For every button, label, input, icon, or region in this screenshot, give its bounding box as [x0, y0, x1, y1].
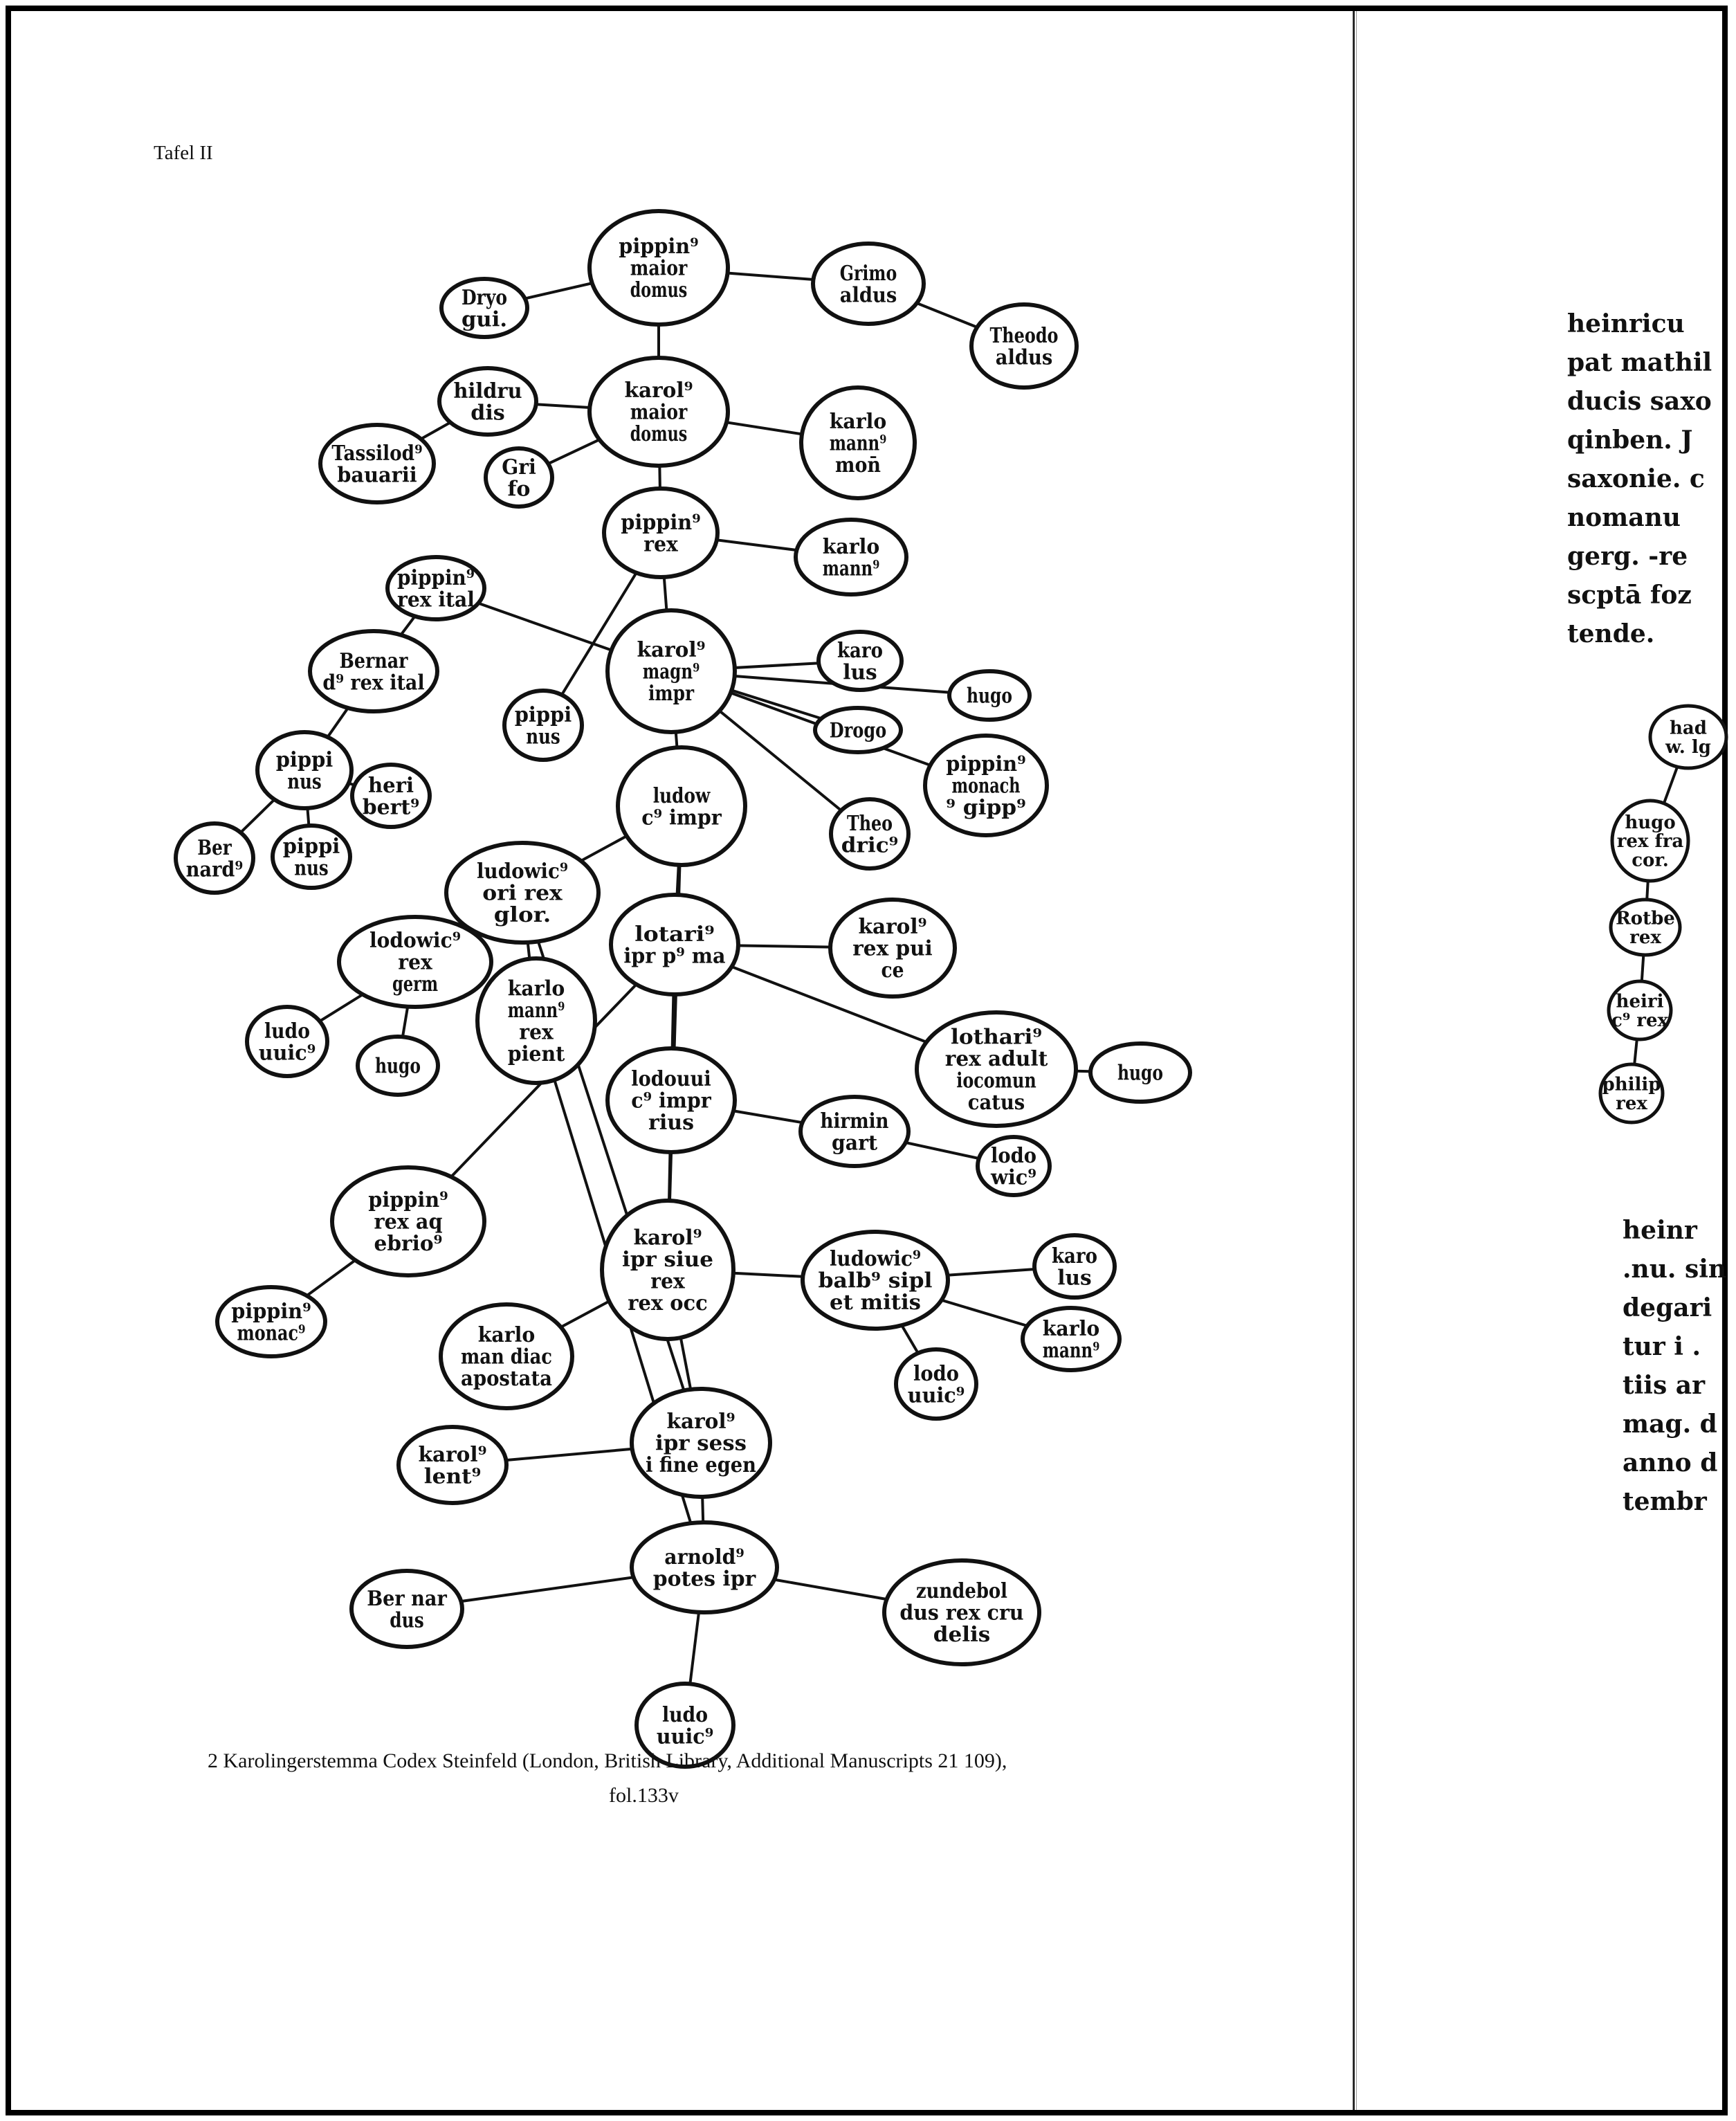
node-label: had [1670, 718, 1707, 739]
stemma-node-ludowicus-imp [618, 747, 745, 865]
node-label: wic⁹ [990, 1165, 1036, 1190]
stemma-node-karlomann-monach [801, 388, 915, 498]
node-label: monac⁹ [237, 1321, 306, 1346]
node-label: ludow [652, 783, 711, 808]
node-label: rex [519, 1020, 554, 1045]
node-label: ce [881, 958, 904, 983]
node-label: lodo [991, 1143, 1036, 1168]
node-label: karlo [1042, 1316, 1100, 1341]
stemma-node-ludowicus-germ [446, 843, 599, 943]
stemma-node-pippinus-4 [273, 826, 350, 888]
node-label: rex ital [397, 588, 475, 612]
node-label: heiri [1616, 991, 1664, 1012]
stemma-node-bernardus-2 [176, 823, 253, 893]
node-label: hugo [375, 1054, 421, 1079]
stemma-node-tassilo [320, 425, 434, 502]
stemma-node-lodowicus-rex-germ [339, 917, 491, 1007]
node-label: catus [967, 1090, 1025, 1115]
node-label: karo [837, 638, 883, 663]
stemma-node-heribertus [352, 765, 430, 827]
adjacent-node-hugo-rex [1612, 801, 1688, 881]
node-label: nus [287, 770, 322, 794]
node-label: nard⁹ [185, 857, 244, 882]
node-label: uuic⁹ [907, 1383, 965, 1408]
stemma-node-lotharius-rex [917, 1012, 1076, 1126]
node-label: ludowic⁹ [830, 1247, 921, 1271]
node-label: lus [843, 660, 877, 685]
node-label: hugo [967, 684, 1012, 709]
node-label: karol⁹ [637, 638, 706, 662]
node-label: bert⁹ [362, 795, 420, 820]
stemma-node-drogo-2 [815, 708, 901, 752]
manuscript-line: heinr [1623, 1216, 1697, 1245]
node-label: ⁹ gipp⁹ [946, 796, 1026, 820]
node-label: rex adult [944, 1046, 1048, 1071]
node-label: pippi [275, 747, 334, 772]
node-label: mann⁹ [507, 998, 565, 1023]
node-label: delis [933, 1623, 991, 1647]
stemma-node-hugo-1 [949, 671, 1030, 720]
stemma-node-hugo-3 [358, 1037, 438, 1095]
caption-line-1: 2 Karolingerstemma Codex Steinfeld (London, British Library, Additional Manuscripts 21 109), [208, 1749, 1007, 1772]
adjacent-text-block-2 [1623, 1216, 1726, 1516]
node-label: potes ipr [652, 1567, 757, 1592]
node-label: karol⁹ [633, 1226, 702, 1250]
adjacent-node-hadu [1650, 706, 1726, 768]
node-label: rex [643, 532, 679, 557]
adjacent-node-philipp [1600, 1064, 1663, 1122]
node-label: domus [630, 278, 688, 302]
node-label: ludowic⁹ [477, 859, 568, 884]
node-label: pippin⁹ [397, 565, 475, 590]
stemma-node-lotharius [611, 895, 738, 994]
caption-line-2: fol.133v [609, 1784, 679, 1807]
stemma-node-lodowicus-4 [978, 1137, 1050, 1195]
node-label: c⁹ impr [631, 1089, 712, 1113]
manuscript-line: pat mathil [1567, 348, 1712, 377]
stemma-node-karolus-rex-prov [830, 900, 955, 996]
manuscript-line: gerg. -re [1567, 542, 1688, 571]
stemma-node-karlomann-1 [796, 520, 906, 594]
node-label: pippin⁹ [368, 1188, 448, 1212]
manuscript-line: tende. [1567, 619, 1655, 648]
node-label: uuic⁹ [656, 1724, 714, 1749]
node-label: pient [507, 1041, 565, 1066]
node-label: lodo [913, 1361, 959, 1386]
stemma-node-karolus-2 [819, 632, 902, 690]
node-label: ori rex [482, 881, 563, 906]
node-label: rius [648, 1111, 694, 1135]
manuscript-line: tembr [1623, 1487, 1707, 1516]
stemma-node-pippin-maior [590, 211, 728, 325]
node-label: i fine egen [646, 1453, 757, 1477]
node-label: maior [630, 400, 688, 425]
node-label: w. lg [1665, 736, 1711, 758]
stemma-node-zwentibold [884, 1560, 1039, 1664]
node-label: lent⁹ [423, 1464, 482, 1489]
node-label: pippi [514, 702, 572, 727]
stemma-node-lodowicus-6 [896, 1349, 976, 1419]
node-label: gui. [462, 307, 507, 332]
manuscript-line: tiis ar [1623, 1371, 1706, 1400]
node-label: ludo [264, 1019, 310, 1044]
node-label: glor. [493, 903, 551, 927]
node-label: c⁹ rex [1611, 1010, 1669, 1031]
node-label: karol⁹ [624, 379, 693, 403]
stemma-node-hirmingart [801, 1097, 908, 1166]
node-label: Grimo [839, 261, 897, 286]
node-label: d⁹ rex ital [322, 671, 425, 695]
stemma-node-hildrudis [439, 368, 536, 435]
stemma-node-pippin-rex-aq [332, 1167, 484, 1275]
node-label: lus [1057, 1266, 1092, 1291]
node-label: Tassilod⁹ [331, 441, 423, 466]
node-label: pippin⁹ [946, 752, 1026, 776]
node-label: Drogo [829, 718, 887, 743]
node-label: ipr sess [655, 1431, 747, 1456]
node-label: mann⁹ [822, 556, 880, 581]
node-label: maior [630, 256, 688, 281]
node-label: ipr p⁹ ma [623, 944, 726, 969]
node-label: monach [951, 774, 1021, 799]
node-label: philip [1602, 1074, 1661, 1095]
node-label: cor. [1632, 850, 1669, 871]
node-label: germ [392, 972, 439, 996]
node-label: hugo [1625, 812, 1676, 833]
node-label: lodowic⁹ [369, 929, 461, 953]
node-label: et mitis [830, 1291, 921, 1315]
node-label: Theodo [989, 323, 1059, 348]
node-label: gart [832, 1131, 878, 1156]
node-label: uuic⁹ [258, 1041, 316, 1066]
stemma-node-bernardus-3 [351, 1571, 462, 1647]
stemma-node-karolus-maior [590, 358, 728, 466]
manuscript-line: degari [1623, 1293, 1712, 1322]
node-label: lodouui [631, 1067, 711, 1091]
stemma-node-grifo [486, 448, 552, 507]
node-label: magn⁹ [642, 659, 700, 684]
manuscript-line: nomanu [1567, 503, 1681, 532]
manuscript-line: qinben. J [1567, 426, 1693, 455]
node-label: apostata [461, 1367, 552, 1391]
node-label: dis [470, 401, 505, 426]
node-label: karol⁹ [418, 1442, 487, 1467]
stemma-node-karlomann-rex [477, 958, 595, 1083]
stemma-node-theodricus [831, 799, 908, 868]
node-label: karlo [822, 534, 880, 559]
node-label: dric⁹ [841, 833, 899, 858]
stemma-node-ludowicus-3 [247, 1007, 327, 1076]
node-label: mann⁹ [1042, 1338, 1100, 1363]
stemma-node-karolus-calvus [602, 1201, 733, 1339]
node-label: bauarii [337, 463, 417, 488]
node-label: lothari⁹ [951, 1025, 1042, 1050]
node-label: arnold⁹ [664, 1545, 744, 1569]
node-label: man diac [461, 1345, 552, 1369]
stemma-node-pippinus-2 [504, 691, 582, 760]
node-label: heri [368, 773, 414, 798]
stemma-node-karolus-magnus [607, 610, 735, 732]
node-label: mann⁹ [829, 431, 887, 456]
node-label: rex [1616, 1093, 1647, 1114]
node-label: Ber nar [367, 1586, 448, 1611]
manuscript-line: mag. d [1623, 1410, 1717, 1439]
node-label: rex fra [1616, 831, 1684, 853]
stemma-node-hugo-2 [1090, 1044, 1190, 1102]
node-label: karlo [507, 976, 565, 1001]
manuscript-line: saxonie. c [1567, 464, 1705, 493]
node-label: dus rex cru [899, 1601, 1024, 1626]
stemma-node-arnoldus [632, 1522, 777, 1612]
node-label: impr [648, 682, 695, 706]
adjacent-node-heinr [1609, 981, 1671, 1039]
stemma-node-lodowicus-imp-2 [607, 1048, 735, 1152]
node-label: ipr siue [622, 1247, 713, 1272]
node-label: nus [294, 856, 329, 881]
manuscript-line: heinricu [1567, 309, 1685, 338]
stemma-node-drogo [441, 279, 527, 337]
stemma-node-pippin-rex [604, 489, 718, 577]
adjacent-page [1567, 309, 1726, 1516]
node-label: aldus [839, 283, 897, 308]
manuscript-line: tur i . [1623, 1332, 1701, 1361]
stemma-node-pippin-monach-2 [217, 1287, 325, 1356]
node-label: c⁹ impr [641, 805, 722, 830]
node-label: karlo [829, 410, 887, 434]
manuscript-line: anno d [1623, 1448, 1718, 1477]
node-label: karol⁹ [666, 1410, 735, 1434]
node-label: fo [507, 477, 531, 502]
node-label: pippin⁹ [619, 235, 699, 259]
adjacent-node-rotbert [1611, 900, 1680, 955]
node-label: Bernar [339, 648, 409, 673]
node-label: domus [630, 422, 688, 446]
node-label: rex aq [374, 1210, 443, 1235]
node-label: Dryo [462, 285, 507, 310]
node-label: zundebol [916, 1579, 1007, 1603]
node-label: karlo [477, 1323, 536, 1347]
manuscript-line: ducis saxo [1567, 387, 1712, 416]
node-label: nus [526, 725, 560, 749]
node-label: pippin⁹ [231, 1299, 311, 1324]
stemma-node-karlomann-5 [1023, 1308, 1120, 1370]
node-label: balb⁹ sipl [818, 1268, 933, 1293]
node-label: mon̄ [835, 453, 881, 477]
stemma-node-karolus-5 [1034, 1235, 1115, 1298]
node-label: aldus [995, 345, 1053, 370]
adjacent-text-block-1 [1567, 309, 1712, 648]
stemma-node-theodoaldus [971, 304, 1077, 388]
node-label: hildru [453, 379, 522, 403]
node-label: rex [1629, 927, 1661, 948]
node-label: hugo [1117, 1061, 1163, 1086]
stemma-node-ludowicus-balbus [803, 1232, 948, 1329]
stemma-nodes [176, 211, 1190, 1767]
stemma-node-karolus-lentus [399, 1427, 506, 1503]
node-label: Gri [502, 455, 536, 480]
node-label: karol⁹ [858, 915, 927, 939]
node-label: iocomun [956, 1068, 1036, 1093]
stemma-node-pippin-rex-ital [387, 557, 484, 619]
manuscript-line: .nu. sin [1623, 1255, 1727, 1284]
stemma-node-karlomann-diac [441, 1304, 572, 1408]
manuscript-line: scptā foz [1567, 581, 1692, 610]
stemma-node-grimoaldus [813, 244, 924, 324]
node-label: dus [390, 1608, 424, 1633]
node-label: rex [650, 1269, 686, 1294]
node-label: rex [398, 950, 433, 975]
node-label: pippi [282, 834, 340, 859]
plate-label: Tafel II [154, 142, 213, 164]
node-label: karo [1052, 1244, 1097, 1268]
stemma-node-pippinus-3 [257, 732, 351, 808]
node-label: lotari⁹ [634, 922, 715, 947]
node-label: rex occ [628, 1291, 708, 1316]
node-label: hirmin [820, 1109, 889, 1134]
node-label: Rotbe [1616, 908, 1675, 929]
node-label: Theo [847, 811, 893, 836]
node-label: rex pui [852, 936, 933, 961]
node-label: pippin⁹ [621, 510, 701, 535]
node-label: ludo [662, 1702, 708, 1727]
node-label: ebrio⁹ [374, 1232, 443, 1256]
node-label: Ber [197, 835, 232, 860]
stemma-node-karolus-crassus [632, 1389, 770, 1497]
stemma-node-pippin-monach [925, 736, 1047, 835]
stemma-node-bernardus-rex-ital [310, 631, 437, 711]
